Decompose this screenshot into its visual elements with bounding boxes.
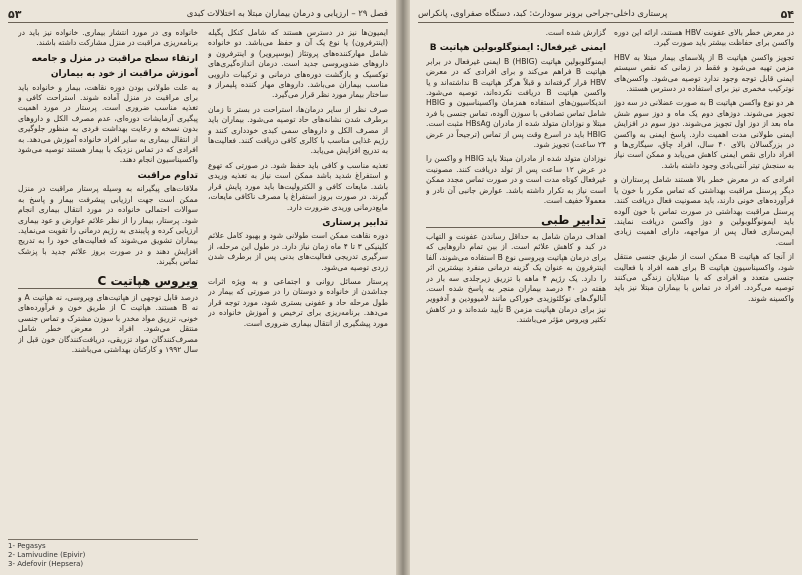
footnote: 1- Pegasys (8, 542, 46, 550)
paragraph: اهداف درمان شامل به حداقل رساندن عفونت و التهاب در کبد و کاهش علائم است. از بین تمام داروهایی که برای درمان هپاتیت ویروسی نوع B استفاده می‌شوند، آلفا اینترفرون به عنوان یک گزینه درمانی منفرد بیشترین اثر را دارد. یک رژیم ۴ ماهه با تزریق زیرجلدی سه بار در هفته در ۴۰ درصد بیماران منجر به پاسخ شده است. آنالوگ‌های نوکلئوزیدی خوراکی مانند لامیوودین و آدفوویر نیز برای درمان هپاتیت مزمن B تأیید شده‌اند و در کاهش تکثیر ویروس مؤثر می‌باشند. (426, 231, 606, 325)
subsection-heading: تداوم مراقبت (137, 170, 198, 181)
paragraph: به علت طولانی بودن دوره نقاهت، بیمار و خانواده باید برای مراقبت در منزل آماده شوند. استراحت کافی و تغذیه مناسب ضروری است. پرستار در مورد اهمیت پیگیری آزمایشات دوره‌ای، عدم مصرف الکل و داروهای بدون نسخه و رعایت بهداشت فردی به منظور جلوگیری از انتقال بیماری به سایر افراد خانواده آموزش می‌دهد. به افرادی که در تماس نزدیک با بیمار هستند توصیه می‌شود واکسیناسیون انجام دهند. (18, 82, 198, 165)
footnote: 3- Adefovir (Hepsera) (8, 560, 84, 568)
right-page-right-column (614, 28, 794, 549)
running-head: پرستاری داخلی-جراحی برونر سودارث: کبد، دستگاه صفراوی، پانکراس (418, 9, 668, 19)
paragraph: در معرض خطر بالای عفونت HBV هستند، ارائه این دوره واکسن برای حفاظت بیشتر باید صورت گیرد. (614, 28, 794, 48)
paragraph: پرستار مسائل روانی و اجتماعی و به ویژه اثرات جداشدن از خانواده و دوستان را در صورتی که بیمار در طول مرحله حاد و عفونی بستری شود، مورد توجه قرار می‌دهد. برنامه‌ریزی برای ترخیص و آموزش خانواده در مورد پیشگیری از انتقال بیماری ضروری است. (208, 276, 388, 328)
right-page (410, 0, 802, 575)
subsection-heading: آموزش مراقبت از خود به بیماران (50, 69, 198, 80)
running-head: فصل ۲۹ – ارزیابی و درمان بیماران مبتلا به اختلالات کبدی (186, 9, 388, 19)
paragraph: ایمیون‌ها نیز در دسترس هستند که شامل کنکل پگیله (اینترفرون) یا نوع یک آن و حفظ می‌باشد. دو خانواده شامل مهارکننده‌های پروتئاز (بوسپرویر) و اینترفرون و داروهای ضدویروسی جدید است. درمان اندازه‌گیری‌های توکسیک و بازگشت دوره‌های درمانی و ترکیبات دارویی مناسب بیماران می‌باشد. داروهای مهار کننده پلیمراز و ساختار بیمار مورد نظر قرار می‌گیرد. (208, 28, 388, 100)
footnote: 2- Lamivudine (Epivir) (8, 551, 86, 559)
paragraph: افرادی که در معرض خطر بالا هستند شامل پرستاران و دیگر پرسنل مراقبت بهداشتی که تماس مکرر با خون یا فرآورده‌های خونی دارند، باید مصونیت فعال دریافت کنند. پرسنل مراقبت بهداشتی در صورت تماس با خون آلوده باید ایمونوگلوبولین و دوز واکسن دریافت نمایند. ایمن‌سازی فعال پس از مواجهه، دارای اهمیت زیادی است. (614, 175, 794, 247)
paragraph: نوزادان متولد شده از مادران مبتلا باید HBIG و واکسن را در عرض ۱۲ ساعت پس از تولد دریافت کنند. مصونیت غیرفعال کوتاه مدت است و در صورت تماس مجدد ممکن است نیاز به تکرار داشته باشد. عوارض جانبی آن نادر و معمولاً خفیف است. (426, 154, 606, 206)
section-heading: ارتقاء سطح مراقبت در منزل و جامعه (31, 53, 198, 64)
left-page-header (8, 6, 388, 23)
paragraph: ملاقات‌های پیگیرانه به وسیله پرستار مراقبت در منزل ممکن است جهت ارزیابی پیشرفت بیمار و پاسخ به سوالات احتمالی خانواده در مورد انتقال بیماری انجام شود. پرستار، بیمار را از نظر علائم عوارض و عود بیماری ارزیابی کرده و پایبندی به رژیم درمانی را تقویت می‌نماید. بیماران تشویق می‌شوند که فعالیت‌های خود را به تدریج افزایش دهند و در صورت بروز علائم جدید با پزشک تماس بگیرند. (18, 184, 198, 267)
paragraph: صرف نظر از سایر درمان‌ها، استراحت در بستر تا زمان برطرف شدن نشانه‌های حاد توصیه می‌شود. بیماران باید از مصرف الکل و داروهای سمی کبدی خودداری کنند و رژیم غذایی مناسب با کالری کافی دریافت کنند. فعالیت‌ها به تدریج افزایش می‌یابد. (208, 104, 388, 156)
paragraph: ایمنوگلوبولین هپاتیت B (HBIG) ایمنی غیرفعال در برابر هپاتیت B فراهم می‌کند و برای افرادی که در معرض HBV قرار گرفته‌اند و قبلاً هرگز هپاتیت B نداشته‌اند و یا واکسن هپاتیت B دریافت نکرده‌اند، توصیه می‌شود. اندیکاسیون‌های استفاده همزمان واکسیناسیون و HBIG شامل تماس تصادفی با سوزن آلوده، تماس جنسی با فرد مبتلا و نوزادان متولد شده از مادران HBsAg مثبت است. HBIG باید در اسرع وقت پس از تماس (ترجیحاً در عرض ۲۴ ساعت) تجویز شود. (426, 56, 606, 150)
paragraph: از آنجا که هپاتیت B ممکن است از طریق جنسی منتقل شود، واکسیناسیون هپاتیت B برای همه افراد با فعالیت جنسی متعدد و افرادی که با مبتلایان زندگی می‌کنند توصیه می‌گردد. افراد در تماس با بیماران مبتلا نیز باید واکسینه شوند. (614, 252, 794, 303)
paragraph: درصد قابل توجهی از هپاتیت‌های ویروسی، نه هپاتیت A و نه B هستند. هپاتیت C از طریق خون و فرآورده‌های خونی، تزریق مواد مخدر با سوزن مشترک و تماس جنسی منتقل می‌شود. افراد در معرض خطر شامل مصرف‌کنندگان مواد تزریقی، دریافت‌کنندگان خون قبل از سال ۱۹۹۲ و کارکنان بهداشتی می‌باشند. (18, 292, 198, 354)
paragraph: تجویز واکسن هپاتیت B از پلاسمای بیمار مبتلا به HBV مزمن تهیه می‌شود و فقط در زمانی که نقص سیستم ایمنی قابل توجه وجود ندارد توصیه می‌شود. واکسن‌های نوترکیب مخمری نیز برای استفاده در دسترس هستند. (614, 52, 794, 94)
page-number: ۵۳ (8, 7, 22, 21)
chapter-section-title: تدابیر طبی (426, 215, 606, 228)
section-heading: ایمنی غیرفعال: ایمنوگلوبولین هپاتیت B (429, 43, 606, 54)
book-gutter (396, 0, 410, 575)
footnotes (8, 539, 198, 569)
paragraph: هر دو نوع واکسن هپاتیت B به صورت عضلانی در سه دوز تجویز می‌شوند. دوزهای دوم یک ماه و دوز سوم شش ماه بعد از دوز اول تجویز می‌شوند. دوز سوم در افزایش ایمنی طولانی مدت اهمیت دارد. پاسخ ایمنی به واکسن در بزرگسالان بالای ۴۰ سال، افراد چاق، سیگاری‌ها و افراد دارای نقص ایمنی کاهش می‌یابد و ممکن است نیاز به سنجش تیتر آنتی‌بادی وجود داشته باشد. (614, 98, 794, 170)
left-page-left-column (18, 28, 198, 549)
left-page-right-column (208, 28, 388, 549)
left-page (0, 0, 396, 575)
paragraph: گزارش شده است. (545, 28, 606, 37)
chapter-section-title: ویروس هپاتیت C (18, 276, 198, 289)
right-page-header (418, 6, 794, 23)
right-page-left-column (426, 28, 606, 549)
paragraph: خانواده وی در مورد انتشار بیماری. خانواده نیز باید در برنامه‌ریزی مراقبت در منزل مشارکت داشته باشند. (18, 28, 198, 48)
paragraph: دوره نقاهت ممکن است طولانی شود و بهبود کامل علائم کلینیکی ۳ تا ۴ ماه زمان نیاز دارد. در طول این مرحله، از سرگیری تدریجی فعالیت‌های بدنی پس از برطرف شدن زردی توصیه می‌شود. (208, 231, 388, 272)
page-number: ۵۴ (780, 7, 794, 21)
section-heading: تدابیر پرستاری (322, 217, 388, 228)
paragraph: تغذیه مناسب و کافی باید حفظ شود. در صورتی که تهوع و استفراغ شدید باشد ممکن است نیاز به تغذیه وریدی باشد. مایعات کافی و الکترولیت‌ها باید مورد پایش قرار گیرند. در صورت بروز استفراغ یا مصرف ناکافی مایعات، مایع‌درمانی وریدی ضرورت دارد. (208, 160, 388, 212)
